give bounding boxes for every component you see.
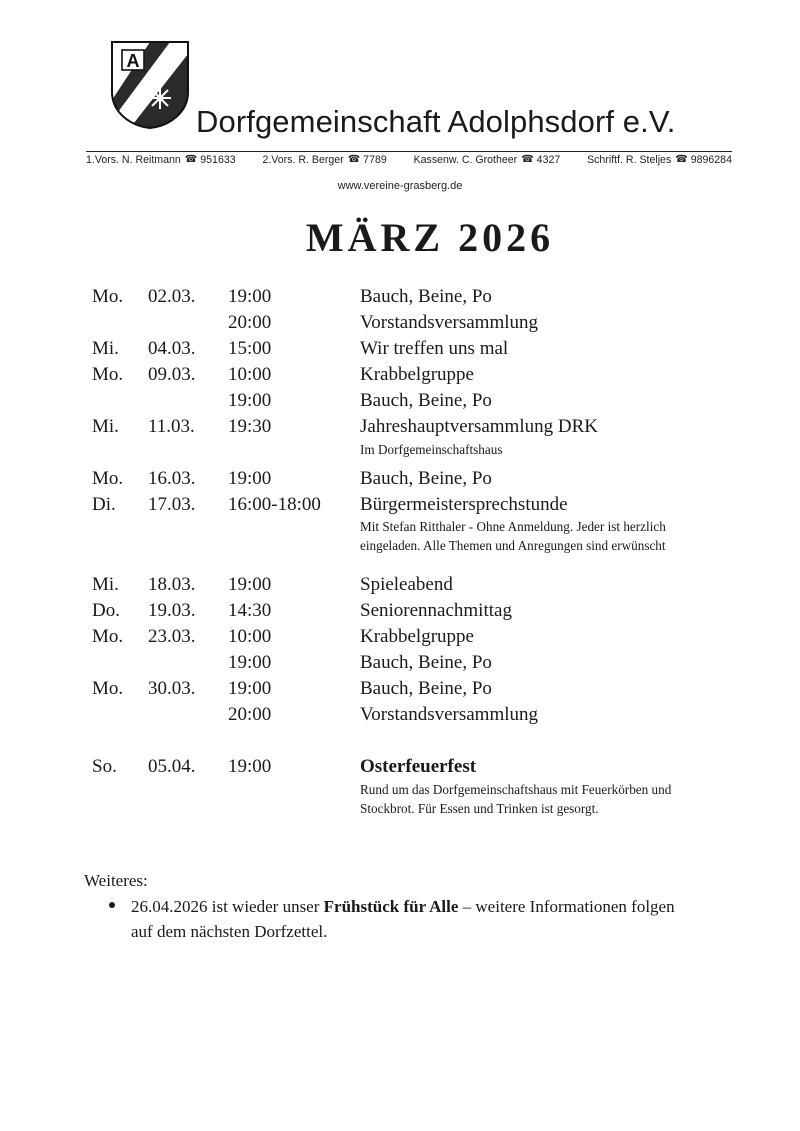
contact-phone: 9896284 (690, 154, 732, 166)
date: 16.03. (148, 468, 196, 489)
time: 19:00 (228, 678, 272, 699)
bullet-icon (109, 902, 115, 908)
more-heading: Weiteres: (84, 871, 148, 890)
date: 02.03. (148, 286, 196, 307)
time: 19:00 (228, 574, 272, 595)
event-note: Mit Stefan Ritthaler - Ohne Anmeldung. Jeder ist herzlich eingeladen. Alle Themen und Anregungen sind erwünscht (360, 519, 666, 554)
phone-icon: ☎ (184, 154, 198, 165)
time: 20:00 (228, 704, 272, 725)
contact-phone: 7789 (363, 154, 387, 166)
date: 09.03. (148, 364, 196, 385)
phone-icon: ☎ (675, 154, 688, 165)
event-title: Krabbelgruppe (360, 626, 474, 647)
time: 19:00 (228, 286, 272, 307)
contact-2 (262, 152, 386, 168)
website-link[interactable]: www.vereine-grasberg.de (337, 180, 463, 192)
contact-phone: 4327 (536, 154, 561, 166)
board-contacts (86, 152, 732, 168)
day: Do. (92, 600, 120, 621)
time: 19:30 (228, 416, 272, 437)
time: 14:30 (228, 600, 272, 621)
event-title: Bürgermeistersprechstunde (360, 494, 568, 515)
logo-letter: A (126, 51, 140, 71)
contact-1 (86, 152, 236, 168)
date: 05.04. (148, 756, 196, 777)
event-title: Bauch, Beine, Po (360, 286, 492, 307)
organization-name: Dorfgemeinschaft Adolphsdorf e.V. (196, 104, 676, 139)
contact-name: 1.Vors. N. Reitmann (86, 154, 181, 166)
time: 20:00 (228, 312, 272, 333)
bullet-text-end: – weitere Informationen folgen auf dem nächsten Dorfzettel. (131, 897, 675, 941)
day: Mi. (92, 416, 119, 437)
contact-phone: 951633 (200, 154, 236, 166)
event-title: Spieleabend (360, 574, 453, 595)
time: 15:00 (228, 338, 272, 359)
time: 19:00 (228, 756, 272, 777)
contact-4 (587, 152, 732, 168)
phone-icon: ☎ (521, 154, 534, 165)
bullet-highlight: Frühstück für Alle (323, 897, 459, 916)
time: 19:00 (228, 390, 272, 411)
event-title: Bauch, Beine, Po (360, 652, 492, 673)
event-title: Seniorennachmittag (360, 600, 512, 621)
day: So. (92, 756, 117, 777)
page-title: MÄRZ 2026 (305, 215, 555, 260)
event-title: Bauch, Beine, Po (360, 390, 492, 411)
date: 18.03. (148, 574, 196, 595)
time: 16:00-18:00 (228, 494, 321, 515)
snowflake-icon (149, 87, 171, 109)
day: Mi. (92, 338, 119, 359)
event-title: Krabbelgruppe (360, 364, 474, 385)
day: Di. (92, 494, 116, 515)
event-title: Vorstandsversammlung (360, 312, 539, 333)
date: 11.03. (148, 416, 195, 437)
day: Mo. (92, 678, 124, 699)
event-title: Jahreshauptversammlung DRK (360, 416, 598, 437)
contact-name: Kassenw. C. Grotheer (413, 154, 518, 166)
event-title: Vorstandsversammlung (360, 704, 539, 725)
day: Mo. (92, 626, 124, 647)
event-title: Bauch, Beine, Po (360, 468, 492, 489)
date: 30.03. (148, 678, 196, 699)
date: 23.03. (148, 626, 196, 647)
day: Mo. (92, 364, 124, 385)
time: 19:00 (228, 652, 272, 673)
day: Mo. (92, 468, 124, 489)
day: Mi. (92, 574, 119, 595)
event-note: Rund um das Dorfgemeinschaftshaus mit Feuerkörben und Stockbrot. Für Essen und Trinken ist gesorgt. (360, 782, 672, 817)
day: Mo. (92, 286, 124, 307)
time: 10:00 (228, 364, 272, 385)
contact-name: 2.Vors. R. Berger (262, 154, 344, 166)
more-bullet (131, 894, 681, 944)
event-title: Bauch, Beine, Po (360, 678, 492, 699)
date: 17.03. (148, 494, 196, 515)
bullet-text-start: 26.04.2026 ist wieder unser (131, 897, 324, 916)
phone-icon: ☎ (347, 154, 361, 165)
time: 10:00 (228, 626, 272, 647)
time: 19:00 (228, 468, 272, 489)
date: 19.03. (148, 600, 196, 621)
club-crest-logo (110, 40, 190, 130)
date: 04.03. (148, 338, 196, 359)
contact-name: Schriftf. R. Steljes (587, 154, 672, 166)
event-note: Im Dorfgemeinschaftshaus (360, 442, 503, 457)
event-title: Osterfeuerfest (360, 756, 477, 777)
event-title: Wir treffen uns mal (360, 338, 509, 359)
contact-3 (414, 152, 561, 168)
